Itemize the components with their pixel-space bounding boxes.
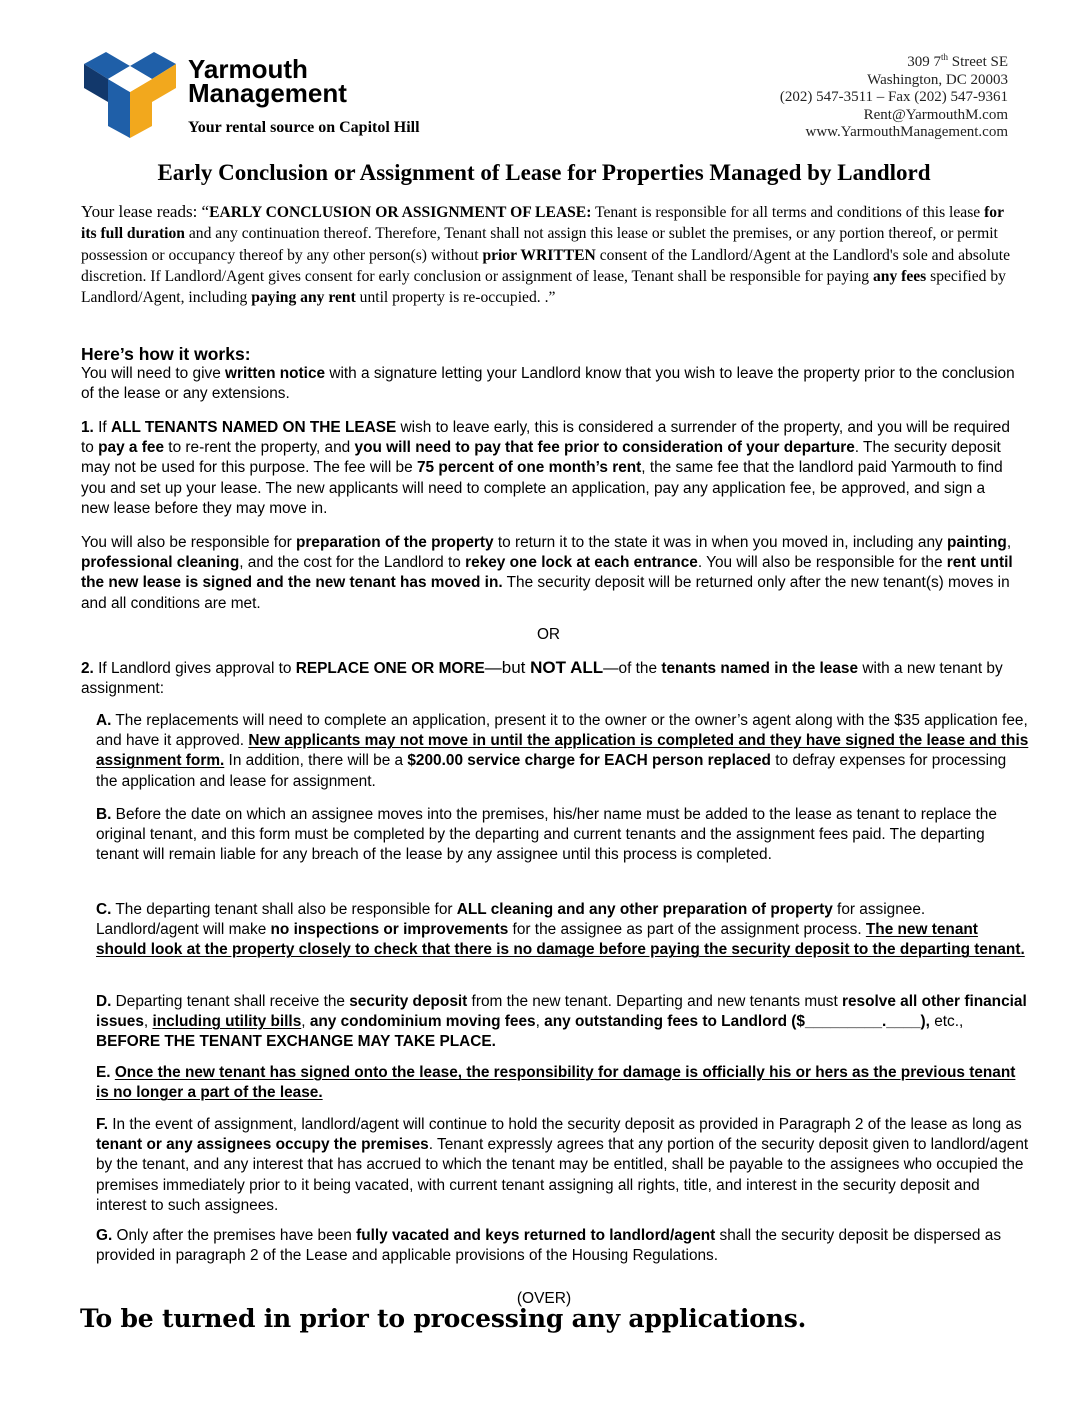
contact-website[interactable]: www.YarmouthManagement.com [805, 124, 1008, 140]
section-2-paragraph: 2. If Landlord gives approval to REPLACE ONE OR MORE—but NOT ALL—of the tenants named in the lease with a new tenant by assignment: [81, 658, 1003, 698]
clause-e: E. Once the new tenant has signed onto the lease, the responsibility for damage is officially his or hers as the previous tenant is no longer a part of the lease. [96, 1064, 1016, 1102]
how-it-works-section [81, 344, 1016, 405]
or-separator: OR [536, 626, 561, 643]
document-title: Early Conclusion or Assignment of Lease for Properties Managed by Landlord [157, 160, 931, 185]
contact-block [780, 49, 1008, 142]
how-it-works-heading: Here’s how it works: [81, 344, 251, 364]
brand-name [188, 54, 347, 108]
contact-email[interactable]: Rent@YarmouthM.com [863, 106, 1008, 123]
brand-tagline: Your rental source on Capitol Hill [188, 119, 420, 136]
submission-notice: To be turned in prior to processing any applications. [80, 1304, 807, 1333]
contact-city: Washington, DC 20003 [867, 71, 1008, 88]
contact-street: 309 7th Street SE [907, 52, 1008, 70]
section-1-responsibilities: You will also be responsible for preparation of the property to return it to the state it was in when you moved in, including any painting, professional cleaning, and the cost for the Landlord to rekey one lock at each entrance. You will also be responsible for the rent until the new lease is signed and the new tenant has moved in. The security deposit will be returned only after the new tenant(s) moves in and all conditions are met. [81, 534, 1013, 612]
section-1-paragraph: 1. If ALL TENANTS NAMED ON THE LEASE wish to leave early, this is considered a surrender of the property, and you will be required to pay a fee to re-rent the property, and you will need to pay that fee prior to consideration of your departure. The security deposit may not be used for this purpose. The fee will be 75 percent of one month’s rent, the same fee that the landlord paid Yarmouth to find you and set up your lease. The new applicants will need to complete an application, pay any application fee, be approved, and sign a new lease before they may move in. [81, 419, 1010, 517]
over-note: (OVER) [516, 1290, 572, 1307]
outstanding-fees-blank[interactable]: _________.____ [804, 1013, 921, 1031]
brand-name-line2: Management [188, 78, 347, 108]
lease-quote: Your lease reads: “EARLY CONCLUSION OR ASSIGNMENT OF LEASE: Tenant is responsible for all terms and conditions of this lease for its full duration and any continuation thereof. Therefore, Tenant shall not assign this lease or sublet the premises, or any portion thereof, or permit possession or occupancy thereof by any other person(s) without prior WRITTEN consent of the Landlord/Agent at the Landlord's sole and absolute discretion. If Landlord/Agent gives consent for early conclusion or assignment of lease, Tenant shall be responsible for paying any fees specified by Landlord/Agent, including paying any rent until property is re-occupied. .” [81, 202, 1011, 307]
clause-g: G. Only after the premises have been fully vacated and keys returned to landlord/agent shall the security deposit be dispersed as provided in paragraph 2 of the Lease and applicable provisions of the Housing Regulations. [96, 1227, 1002, 1265]
brand-name-line1: Yarmouth [188, 54, 308, 84]
how-it-works-text: You will need to give written notice with a signature letting your Landlord know that you wish to leave the property prior to the conclusion of the lease or any extensions. [81, 365, 1015, 403]
clause-b: B. Before the date on which an assignee moves into the premises, his/her name must be added to the lease as tenant to replace the original tenant, and this form must be completed by the departing and current tenants and the assignment fees paid. The departing tenant will remain liable for any breach of the lease by any assignee until this process is completed. [96, 806, 997, 864]
clause-f: F. In the event of assignment, landlord/agent will continue to hold the security deposit as provided in Paragraph 2 of the lease as long as tenant or any assignees occupy the premises. Tenant expressly agrees that any portion of the security deposit given to landlord/agent by the tenant, and any interest that has accrued to which the tenant may be entitled, shall be payable to the assignees who occupied the premises immediately prior to it being vacated, with current tenant assigning all rights, title, and interest in the security deposit and interest to such assignees. [96, 1116, 1029, 1214]
clause-d: D. Departing tenant shall receive the security deposit from the new tenant. Departing and new tenants must resolve all other financial issues, including utility bills, any condominium moving fees, any outstanding fees to Landlord ($_________.____), etc., BEFORE THE TENANT EXCHANGE MAY TAKE PLACE. [96, 993, 1027, 1051]
clause-c: C. The departing tenant shall also be responsible for ALL cleaning and any other preparation of property for assignee. Landlord/agent will make no inspections or improvements for the assignee as part of the assignment process. The new tenant should look at the property closely to check that there is no damage before paying the security deposit to the departing tenant. [96, 901, 1025, 959]
contact-phone-fax: (202) 547-3511 – Fax (202) 547-9361 [779, 89, 1008, 105]
yarmouth-logo-icon [82, 52, 178, 140]
clause-a: A. The replacements will need to complete an application, present it to the owner or the owner’s agent along with the $35 application fee, and have it approved. New applicants may not move in until the application is completed and they have signed the lease and this assignment form. In addition, there will be a $200.00 service charge for EACH person replaced to defray expenses for processing the application and lease for assignment. [96, 712, 1029, 790]
